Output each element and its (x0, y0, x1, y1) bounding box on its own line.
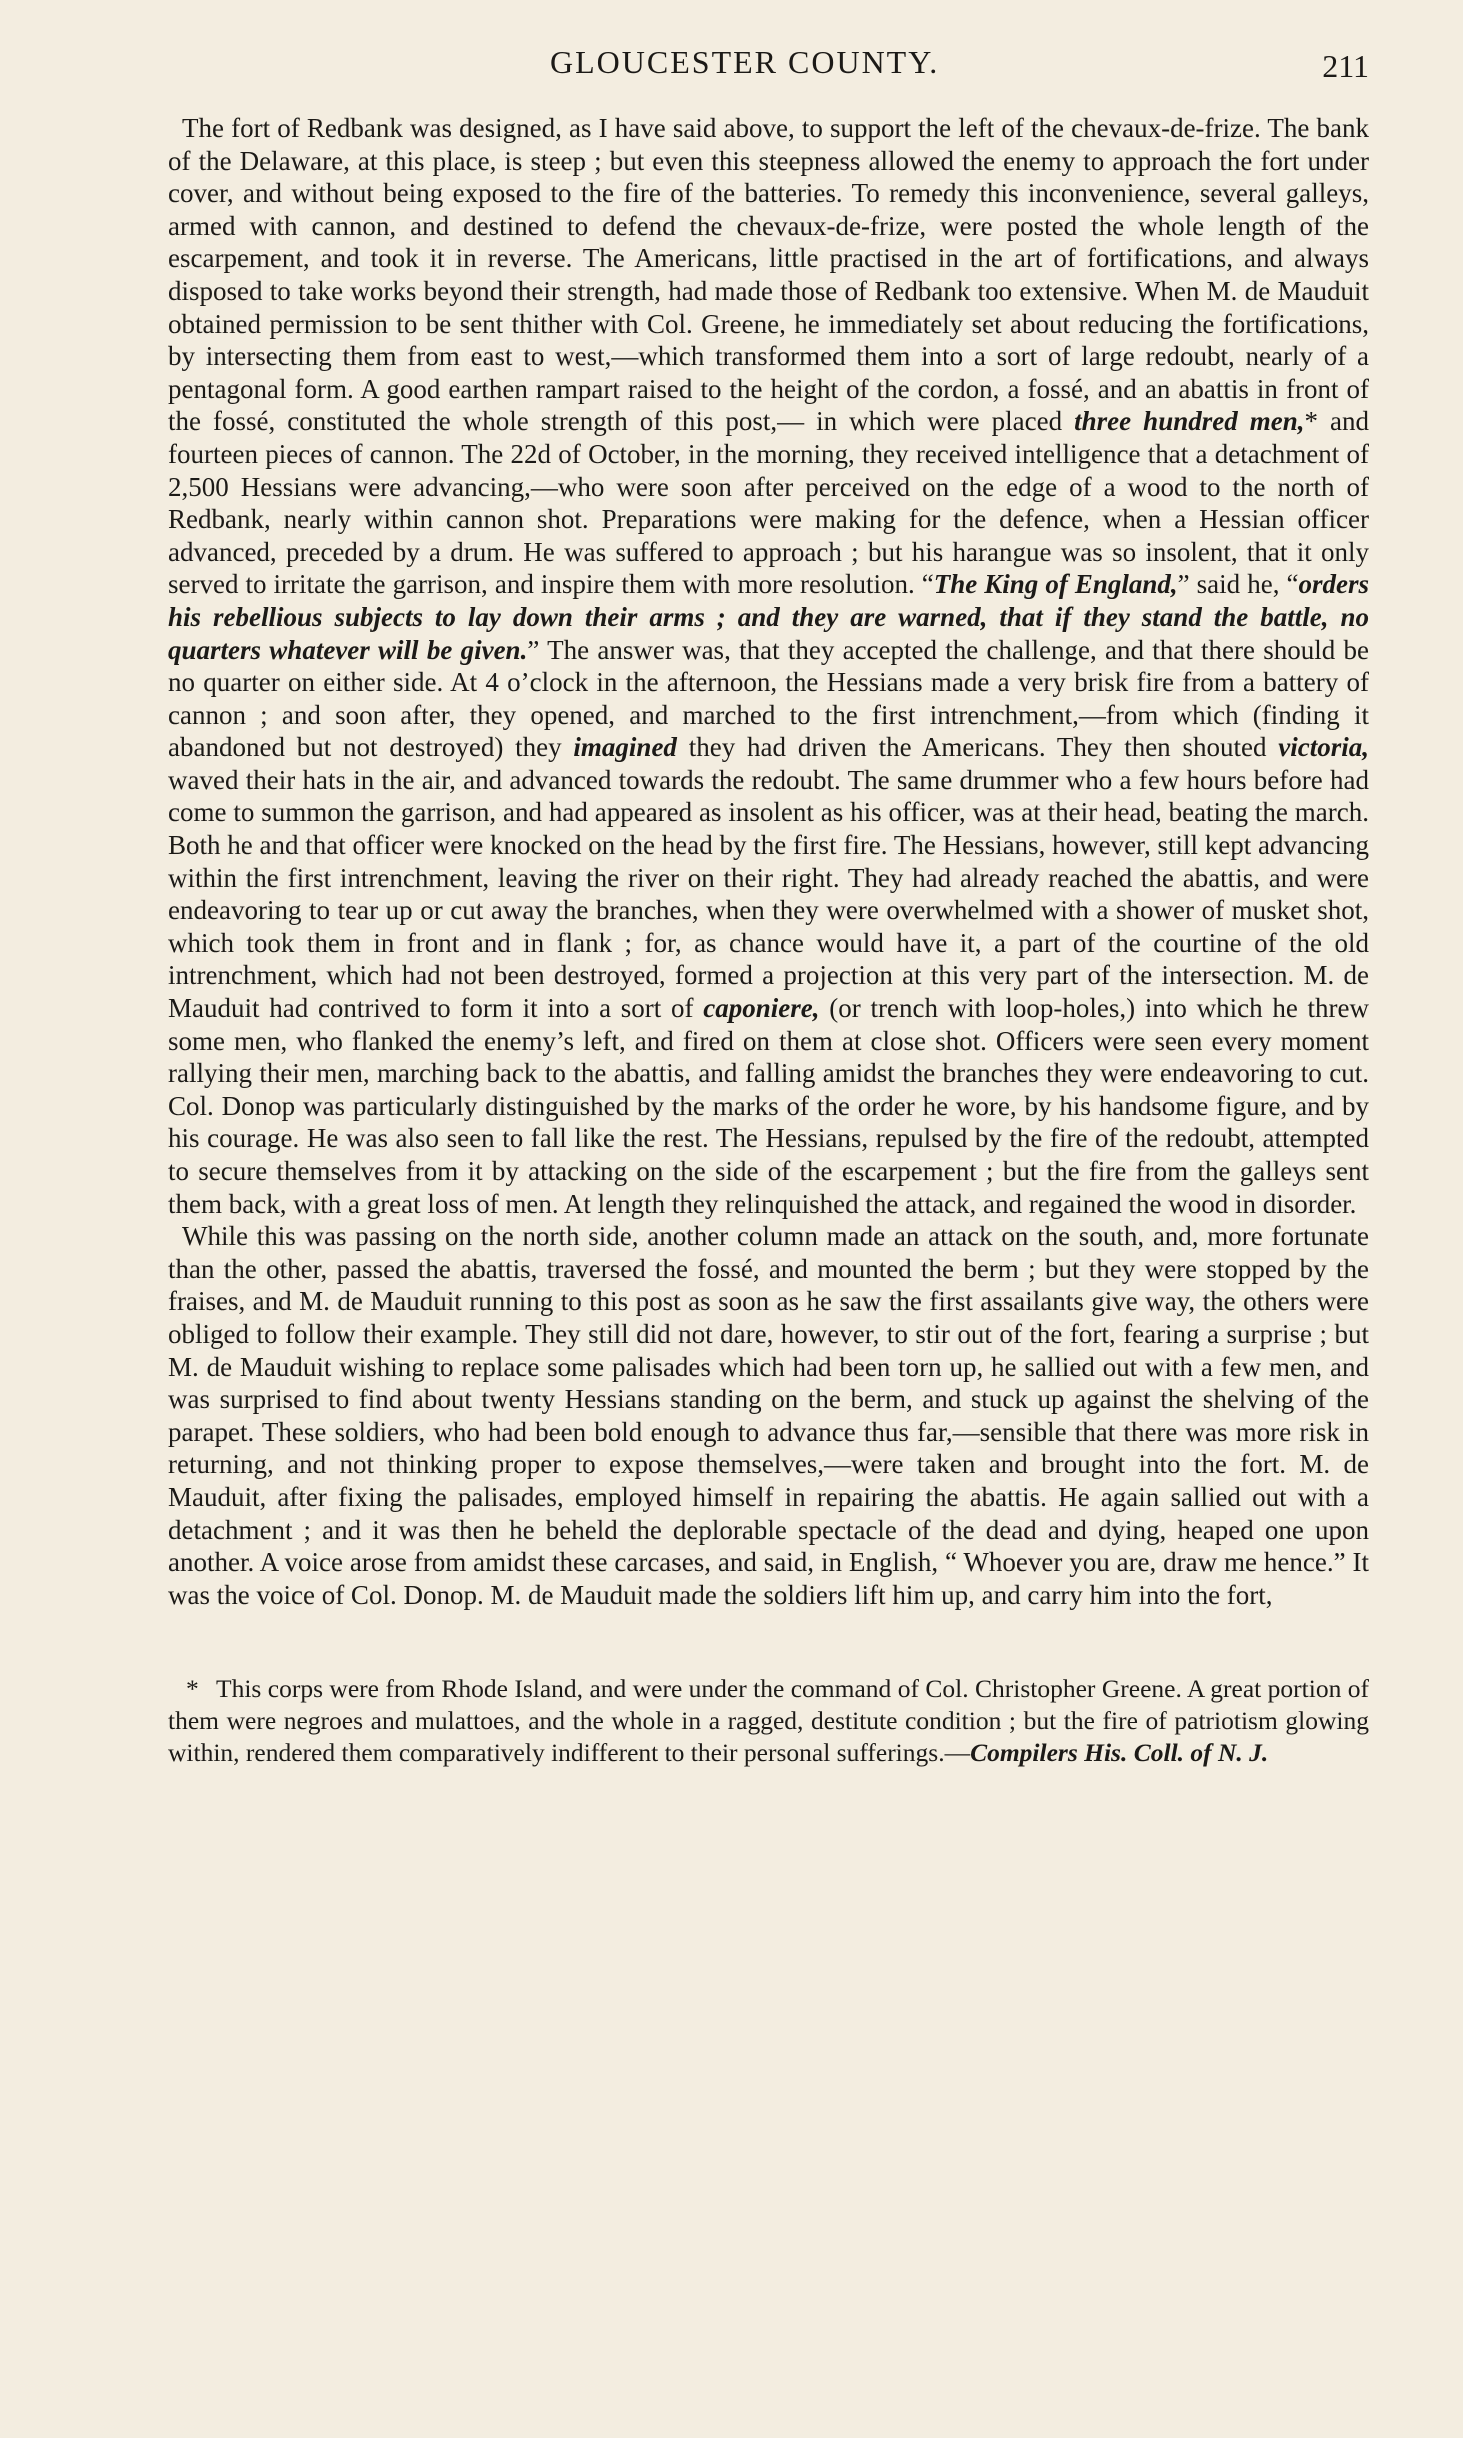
page-header (168, 44, 1369, 94)
footnote-text: This corps were from Rhode Island, and were under the command of Col. Christopher Greene. A great portion of them were negroes and mulattoes, and the whole in a ragged, destitute condition ; but the fire of patriotism glowing within, rendered them comparatively indifferent to their personal sufferings.— (168, 1674, 1369, 1768)
running-head: GLOUCESTER COUNTY. (550, 44, 940, 80)
p1-text-5: they had driven the Americans. They then shouted (688, 732, 1267, 763)
page-number: 211 (1322, 48, 1369, 84)
p1-italic-victoria: victoria, (1278, 732, 1370, 763)
footnote-marker: * (186, 1674, 199, 1704)
p1-text-3: ” said he, “ (1177, 569, 1299, 600)
p1-text-1: The fort of Redbank was designed, as I have said above, to support the left of the chevaux-de-frize. The bank of the Delaware, at this place, is steep ; but even this steepness allowed the enemy to approach the fort under cover, and without being exposed to the fire of the batteries. To remedy this inconvenience, several galleys, armed with cannon, and destined to defend the chevaux-de-frize, were posted the whole length of the escarpement, and took it in reverse. The Americans, little practised in the art of fortifications, and always disposed to take works beyond their strength, had made those of Redbank too extensive. When M. de Mauduit obtained permission to be sent thither with Col. Greene, he immediately set about reducing the fortifications, by intersecting them from east to west,—which transformed them into a sort of large redoubt, nearly of a pentagonal form. A good earthen rampart raised to the height of the cordon, a fossé, and an abattis in front of the fossé, constituted the whole strength of this post,— in which were placed (168, 113, 1369, 437)
p1-text-4: ” The answer was, that they accepted the challenge, and that there should be no quarter on either side. At 4 o’clock in the afternoon, the Hessians made a very brisk fire from a battery of cannon ; and soon after, they opened, and marched to the first intrenchment,—from which (finding it abandoned but not destroyed) they (168, 634, 1369, 763)
footnote (168, 1673, 1369, 1769)
p1-italic-king-of-england: The King of England, (933, 569, 1178, 600)
body-text (168, 112, 1369, 1611)
p1-italic-orders-quote: orders his rebellious subjects to lay down their arms ; and they are warned, that if they stand the battle, no quarters whatever will be given. (168, 569, 1369, 665)
paragraph-2 (168, 1220, 1369, 1611)
p1-text-2: * and fourteen pieces of cannon. The 22d of October, in the morning, they received intelligence that a detachment of 2,500 Hessians were advancing,—who were soon after perceived on the edge of a wood to the north of Redbank, nearly within cannon shot. Preparations were making for the defence, when a Hessian officer advanced, preceded by a drum. He was suffered to approach ; but his harangue was so insolent, that it only served to irritate the garrison, and inspire them with more resolution. “ (168, 406, 1370, 600)
footnote-citation: Compilers His. Coll. of N. J. (970, 1738, 1269, 1768)
p1-italic-three-hundred-men: three hundred men, (1074, 406, 1305, 437)
p1-italic-caponiere: caponiere, (703, 993, 820, 1024)
p1-text-6: waved their hats in the air, and advanced towards the redoubt. The same drummer who a few hours before had come to summon the garrison, and had appeared as insolent as his officer, was at their head, beating the march. Both he and that officer were knocked on the head by the first fire. The Hessians, however, still kept advancing within the first intrenchment, leaving the river on their right. They had already reached the abattis, and were endeavoring to tear up or cut away the branches, when they were overwhelmed with a shower of musket shot, which took them in front and in flank ; for, as chance would have it, a part of the courtine of the old intrenchment, which had not been destroyed, formed a projection at this very part of the intersection. M. de Mauduit had contrived to form it into a sort of (168, 764, 1369, 1024)
p2-text: While this was passing on the north side, another column made an attack on the south, and, more fortunate than the other, passed the abattis, traversed the fossé, and mounted the berm ; but they were stopped by the fraises, and M. de Mauduit running to this post as soon as he saw the first assailants give way, the others were obliged to follow their example. They still did not dare, however, to stir out of the fort, fearing a surprise ; but M. de Mauduit wishing to replace some palisades which had been torn up, he sallied out with a few men, and was surprised to find about twenty Hessians standing on the berm, and stuck up against the shelving of the parapet. These soldiers, who had been bold enough to advance thus far,—sensible that there was more risk in returning, and not thinking proper to expose themselves,—were taken and brought into the fort. M. de Mauduit, after fixing the palisades, employed himself in repairing the abattis. He again sallied out with a detachment ; and it was then he beheld the deplorable spectacle of the dead and dying, heaped one upon another. A voice arose from amidst these carcases, and said, in English, “ Whoever you are, draw me hence.” It was the voice of Col. Donop. M. de Mauduit made the soldiers lift him up, and carry him into the fort, (168, 1221, 1369, 1610)
paragraph-1 (168, 112, 1369, 1220)
p1-text-7: (or trench with loop-holes,) into which he threw some men, who flanked the enemy’s left, and fired on them at close shot. Officers were seen every moment rallying their men, marching back to the abattis, and falling amidst the branches they were endeavoring to cut. Col. Donop was particularly distinguished by the marks of the order he wore, by his handsome figure, and by his courage. He was also seen to fall like the rest. The Hessians, repulsed by the fire of the redoubt, attempted to secure themselves from it by attacking on the side of the escarpement ; but the fire from the galleys sent them back, with a great loss of men. At length they relinquished the attack, and regained the wood in disorder. (168, 993, 1370, 1219)
p1-italic-imagined: imagined (573, 732, 677, 763)
